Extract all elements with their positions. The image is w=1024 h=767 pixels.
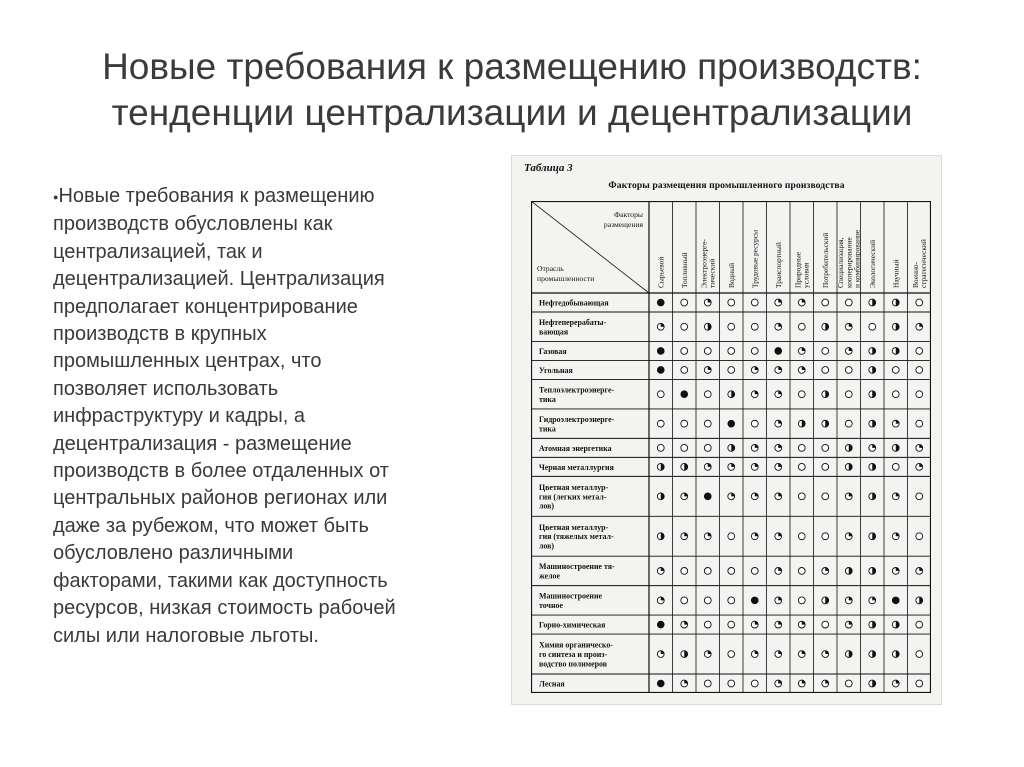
mark-quarter-fill [778, 568, 781, 571]
mark-empty-icon [704, 444, 711, 451]
mark-quarter-fill [919, 444, 922, 447]
row-header-industry: Цветная металлур- [539, 522, 609, 532]
mark-quarter-fill [755, 463, 758, 466]
mark-quarter-fill [661, 323, 664, 326]
row-header-industry: го синтеза и произ- [539, 650, 608, 660]
mark-empty-icon [681, 323, 688, 330]
row-header-industry: Атомная энергетика [539, 443, 612, 453]
mark-empty-icon [916, 299, 923, 306]
body-line: обусловлено различными [53, 542, 294, 565]
mark-empty-icon [681, 597, 688, 604]
mark-empty-icon [892, 391, 899, 398]
mark-quarter-fill [778, 299, 781, 302]
mark-empty-icon [704, 568, 711, 575]
mark-empty-icon [845, 391, 852, 398]
mark-quarter-fill [778, 463, 781, 466]
mark-quarter-fill [896, 420, 899, 423]
mark-full-icon [892, 597, 899, 604]
mark-quarter-fill [919, 568, 922, 571]
corner-label-industry: промышленности [537, 274, 595, 283]
mark-empty-icon [728, 680, 735, 687]
mark-empty-icon [822, 533, 829, 540]
mark-quarter-fill [778, 367, 781, 370]
mark-empty-icon [704, 680, 711, 687]
slide-title [20, 44, 1004, 136]
mark-empty-icon [704, 597, 711, 604]
row-header-industry: Лесная [539, 679, 565, 689]
mark-empty-icon [916, 391, 923, 398]
table-title: Факторы размещения промышленного производства [608, 180, 845, 191]
row-header-industry: тика [539, 424, 556, 434]
mark-quarter-fill [661, 568, 664, 571]
mark-empty-icon [751, 680, 758, 687]
mark-quarter-fill [778, 420, 781, 423]
mark-quarter-fill [755, 493, 758, 496]
slide-title-line: Новые требования к размещению производств: [102, 46, 922, 87]
body-line: ресурсов, низкая стоимость рабочей [53, 597, 396, 620]
mark-quarter-fill [731, 463, 734, 466]
row-header-industry: вающая [539, 327, 569, 337]
mark-full-icon [657, 348, 664, 355]
mark-empty-icon [822, 621, 829, 628]
scanned-table-image [511, 155, 942, 705]
body-paragraph [53, 183, 463, 650]
mark-quarter-fill [802, 680, 805, 683]
body-line: производств в крупных [53, 323, 267, 346]
mark-empty-icon [916, 533, 923, 540]
mark-quarter-fill [849, 621, 852, 624]
mark-quarter-fill [708, 299, 711, 302]
column-header-factor: Экологический [867, 239, 877, 288]
mark-quarter-fill [896, 568, 899, 571]
mark-quarter-fill [708, 367, 711, 370]
mark-quarter-fill [896, 533, 899, 536]
row-header-industry: Гидроэлектроэнерге- [539, 414, 615, 424]
mark-empty-icon [822, 444, 829, 451]
mark-quarter-fill [802, 299, 805, 302]
mark-empty-icon [798, 391, 805, 398]
column-header-factor: Сырьевой [656, 256, 666, 288]
column-header-factor: Военно- [910, 261, 920, 288]
mark-quarter-fill [778, 597, 781, 600]
mark-quarter-fill [778, 533, 781, 536]
mark-empty-icon [916, 348, 923, 355]
mark-empty-icon [728, 323, 735, 330]
mark-full-icon [657, 621, 664, 628]
body-line: даже за рубежом, что может быть [53, 514, 369, 537]
mark-quarter-fill [849, 597, 852, 600]
bullet-icon: ● [53, 192, 59, 202]
mark-empty-icon [845, 680, 852, 687]
mark-empty-icon [728, 621, 735, 628]
mark-empty-icon [798, 323, 805, 330]
mark-full-icon [657, 367, 664, 374]
mark-empty-icon [822, 299, 829, 306]
column-header-factor: Специализация, [836, 237, 846, 288]
mark-empty-icon [892, 367, 899, 374]
mark-empty-icon [728, 348, 735, 355]
mark-empty-icon [798, 568, 805, 575]
mark-quarter-fill [755, 651, 758, 654]
mark-quarter-fill [684, 621, 687, 624]
mark-empty-icon [657, 420, 664, 427]
mark-empty-icon [751, 323, 758, 330]
column-header-factor: Потребительский [820, 232, 830, 288]
body-line: производств в более отдаленных от [53, 460, 389, 483]
mark-quarter-fill [755, 533, 758, 536]
mark-quarter-fill [896, 493, 899, 496]
mark-quarter-fill [802, 367, 805, 370]
mark-full-icon [775, 348, 782, 355]
row-header-industry: желое [539, 571, 560, 581]
row-header-industry: Угольная [539, 365, 573, 375]
mark-empty-icon [798, 597, 805, 604]
mark-quarter-fill [849, 533, 852, 536]
mark-quarter-fill [802, 621, 805, 624]
row-header-industry: гия (тяжелых метал- [539, 532, 614, 542]
mark-quarter-fill [849, 348, 852, 351]
mark-quarter-fill [661, 651, 664, 654]
mark-quarter-fill [731, 493, 734, 496]
mark-full-icon [728, 420, 735, 427]
mark-quarter-fill [919, 323, 922, 326]
mark-empty-icon [892, 463, 899, 470]
mark-full-icon [751, 597, 758, 604]
mark-quarter-fill [684, 533, 687, 536]
mark-empty-icon [916, 680, 923, 687]
body-line: производств обусловлены как [53, 213, 333, 236]
mark-empty-icon [728, 651, 735, 658]
mark-quarter-fill [708, 651, 711, 654]
row-header-industry: Горно-химическая [539, 620, 606, 630]
column-header-factor: Топливный [679, 252, 689, 288]
body-line-first [53, 183, 463, 211]
row-header-industry: Нефтеперерабаты- [539, 318, 607, 328]
mark-empty-icon [681, 420, 688, 427]
mark-empty-icon [751, 348, 758, 355]
mark-quarter-fill [825, 651, 828, 654]
mark-quarter-fill [661, 597, 664, 600]
slide-title-line: тенденции централизации и децентрализации [111, 92, 913, 133]
mark-empty-icon [681, 444, 688, 451]
column-header-factor: кооперирование [844, 237, 854, 288]
row-header-industry: лов) [539, 541, 555, 551]
table-caption: Таблица 3 [524, 162, 573, 174]
mark-empty-icon [916, 493, 923, 500]
mark-empty-icon [728, 533, 735, 540]
mark-empty-icon [681, 367, 688, 374]
body-line: позволяет использовать [53, 377, 279, 400]
mark-quarter-fill [825, 680, 828, 683]
column-header-factor: Трудовые ресурсы [750, 229, 760, 288]
mark-quarter-fill [755, 444, 758, 447]
mark-empty-icon [681, 568, 688, 575]
mark-empty-icon [728, 568, 735, 575]
mark-empty-icon [916, 367, 923, 374]
mark-empty-icon [822, 348, 829, 355]
row-header-industry: лов) [539, 501, 555, 511]
column-header-factor: стратегический [918, 239, 928, 288]
mark-empty-icon [916, 420, 923, 427]
mark-empty-icon [845, 367, 852, 374]
mark-empty-icon [869, 323, 876, 330]
row-header-industry: Машиностроение [539, 591, 602, 601]
row-header-industry: Газовая [539, 346, 567, 356]
body-line-text: Новые требования к размещению [58, 185, 375, 207]
mark-quarter-fill [708, 533, 711, 536]
mark-empty-icon [798, 493, 805, 500]
mark-quarter-fill [778, 444, 781, 447]
mark-empty-icon [798, 444, 805, 451]
mark-empty-icon [798, 533, 805, 540]
mark-empty-icon [751, 299, 758, 306]
column-header-factor: условия [801, 262, 811, 288]
body-line: силы или налоговые льготы. [53, 624, 319, 647]
row-header-industry: Машиностроение тя- [539, 562, 615, 572]
mark-empty-icon [845, 299, 852, 306]
mark-quarter-fill [849, 493, 852, 496]
row-header-industry: Цветная металлур- [539, 482, 609, 492]
row-header-industry: Теплоэлектроэнерге- [539, 385, 615, 395]
mark-quarter-fill [708, 463, 711, 466]
mark-empty-icon [728, 299, 735, 306]
row-header-industry: Черная металлургия [539, 462, 614, 472]
body-line: центральных районов регионах или [53, 487, 388, 510]
body-line: факторами, такими как доступность [53, 569, 388, 592]
column-header-factor: Водный [726, 262, 736, 288]
column-header-factor: Транспортный [773, 242, 783, 288]
mark-quarter-fill [684, 680, 687, 683]
mark-full-icon [657, 680, 664, 687]
mark-empty-icon [845, 420, 852, 427]
row-header-industry: водство полимеров [539, 659, 608, 669]
mark-quarter-fill [755, 621, 758, 624]
mark-quarter-fill [802, 348, 805, 351]
mark-empty-icon [916, 621, 923, 628]
mark-empty-icon [751, 568, 758, 575]
mark-empty-icon [681, 299, 688, 306]
column-header-factor: Электроэнерге- [699, 239, 709, 288]
mark-quarter-fill [919, 463, 922, 466]
mark-empty-icon [728, 367, 735, 374]
mark-empty-icon [704, 420, 711, 427]
mark-empty-icon [822, 493, 829, 500]
mark-empty-icon [751, 420, 758, 427]
body-line: децентрализация - размещение [53, 432, 352, 455]
row-header-industry: гия (легких метал- [539, 492, 607, 502]
mark-quarter-fill [825, 568, 828, 571]
row-header-industry: тика [539, 394, 556, 404]
mark-empty-icon [681, 348, 688, 355]
mark-quarter-fill [872, 597, 875, 600]
mark-empty-icon [728, 597, 735, 604]
body-line: централизацией, так и [53, 240, 263, 263]
mark-empty-icon [704, 348, 711, 355]
corner-label-industry: Отрасль [537, 264, 564, 273]
mark-quarter-fill [802, 651, 805, 654]
mark-quarter-fill [778, 621, 781, 624]
body-line: промышленных центрах, что [53, 350, 322, 373]
mark-quarter-fill [778, 651, 781, 654]
column-header-factor: и комбинирование [852, 229, 862, 288]
column-header-factor: тический [707, 258, 717, 288]
mark-empty-icon [657, 444, 664, 451]
factors-table [531, 201, 931, 693]
mark-quarter-fill [778, 323, 781, 326]
mark-quarter-fill [755, 367, 758, 370]
corner-label-factors: размещения [603, 220, 643, 229]
mark-full-icon [704, 493, 711, 500]
body-line: инфраструктуру и кадры, а [53, 405, 306, 428]
mark-empty-icon [704, 391, 711, 398]
row-header-industry: Нефтедобывающая [539, 298, 609, 308]
mark-quarter-fill [778, 391, 781, 394]
row-header-industry: Химия органическо- [539, 640, 613, 650]
mark-full-icon [657, 299, 664, 306]
mark-quarter-fill [684, 493, 687, 496]
mark-empty-icon [657, 391, 664, 398]
body-line: децентрализацией. Централизация [53, 268, 385, 291]
column-header-factor: Научный [891, 259, 901, 288]
row-header-industry: точное [539, 601, 563, 611]
mark-empty-icon [798, 463, 805, 470]
mark-quarter-fill [896, 680, 899, 683]
mark-empty-icon [822, 463, 829, 470]
mark-quarter-fill [778, 493, 781, 496]
mark-full-icon [681, 391, 688, 398]
mark-quarter-fill [872, 444, 875, 447]
column-header-factor: Природные [793, 251, 803, 288]
mark-empty-icon [822, 367, 829, 374]
mark-quarter-fill [778, 680, 781, 683]
corner-label-factors: Факторы [614, 210, 643, 219]
body-line: предполагает концентрирование [53, 295, 358, 318]
mark-quarter-fill [849, 323, 852, 326]
mark-quarter-fill [755, 391, 758, 394]
mark-empty-icon [916, 651, 923, 658]
mark-empty-icon [704, 621, 711, 628]
